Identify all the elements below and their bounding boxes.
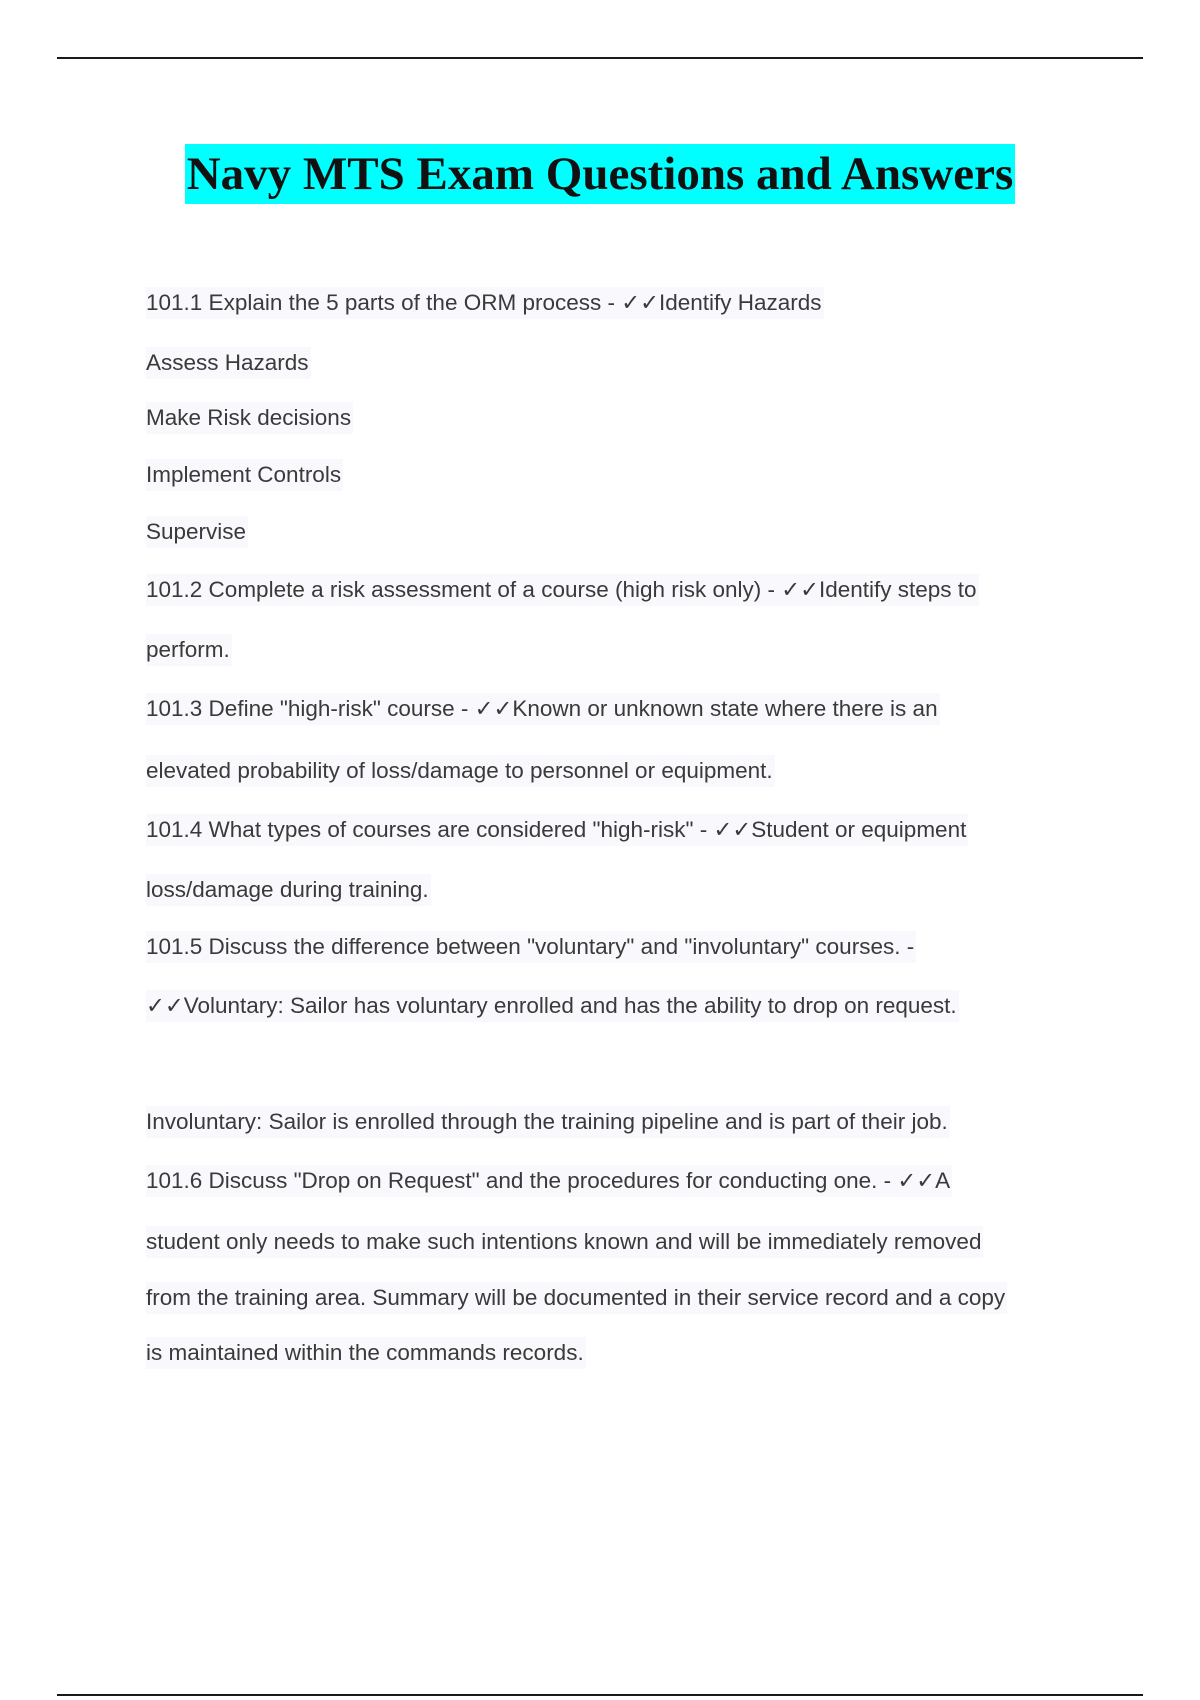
- q101-4-question: 101.4 What types of courses are considered "high-risk" - ✓✓Student or equipment: [146, 814, 968, 846]
- q101-4-continuation: loss/damage during training.: [146, 874, 431, 906]
- q101-6-question: 101.6 Discuss "Drop on Request" and the procedures for conducting one. - ✓✓A: [146, 1165, 952, 1197]
- q101-3-question: 101.3 Define "high-risk" course - ✓✓Known or unknown state where there is an: [146, 693, 940, 725]
- document-title: Navy MTS Exam Questions and Answers: [185, 144, 1016, 204]
- q101-1-answer-line-2: Assess Hazards: [146, 347, 311, 379]
- q101-1-answer-line-4: Implement Controls: [146, 459, 343, 491]
- q101-5-answer-involuntary: Involuntary: Sailor is enrolled through the training pipeline and is part of their job.: [146, 1106, 950, 1138]
- q101-2-continuation: perform.: [146, 634, 232, 666]
- bottom-rule: [57, 1694, 1143, 1696]
- title-container: [0, 144, 1200, 204]
- top-rule: [57, 57, 1143, 59]
- q101-5-answer-voluntary: ✓✓Voluntary: Sailor has voluntary enrolled and has the ability to drop on request.: [146, 990, 959, 1022]
- q101-3-continuation: elevated probability of loss/damage to personnel or equipment.: [146, 755, 775, 787]
- q101-1-question: 101.1 Explain the 5 parts of the ORM process - ✓✓Identify Hazards: [146, 287, 824, 319]
- q101-6-answer-line-3: from the training area. Summary will be documented in their service record and a copy: [146, 1282, 1007, 1314]
- q101-1-answer-line-5: Supervise: [146, 516, 248, 548]
- q101-5-question: 101.5 Discuss the difference between "voluntary" and "involuntary" courses. -: [146, 931, 916, 963]
- q101-6-answer-line-2: student only needs to make such intentions known and will be immediately removed: [146, 1226, 983, 1258]
- q101-6-answer-line-4: is maintained within the commands records.: [146, 1337, 586, 1369]
- q101-1-answer-line-3: Make Risk decisions: [146, 402, 353, 434]
- q101-2-question: 101.2 Complete a risk assessment of a course (high risk only) - ✓✓Identify steps to: [146, 574, 979, 606]
